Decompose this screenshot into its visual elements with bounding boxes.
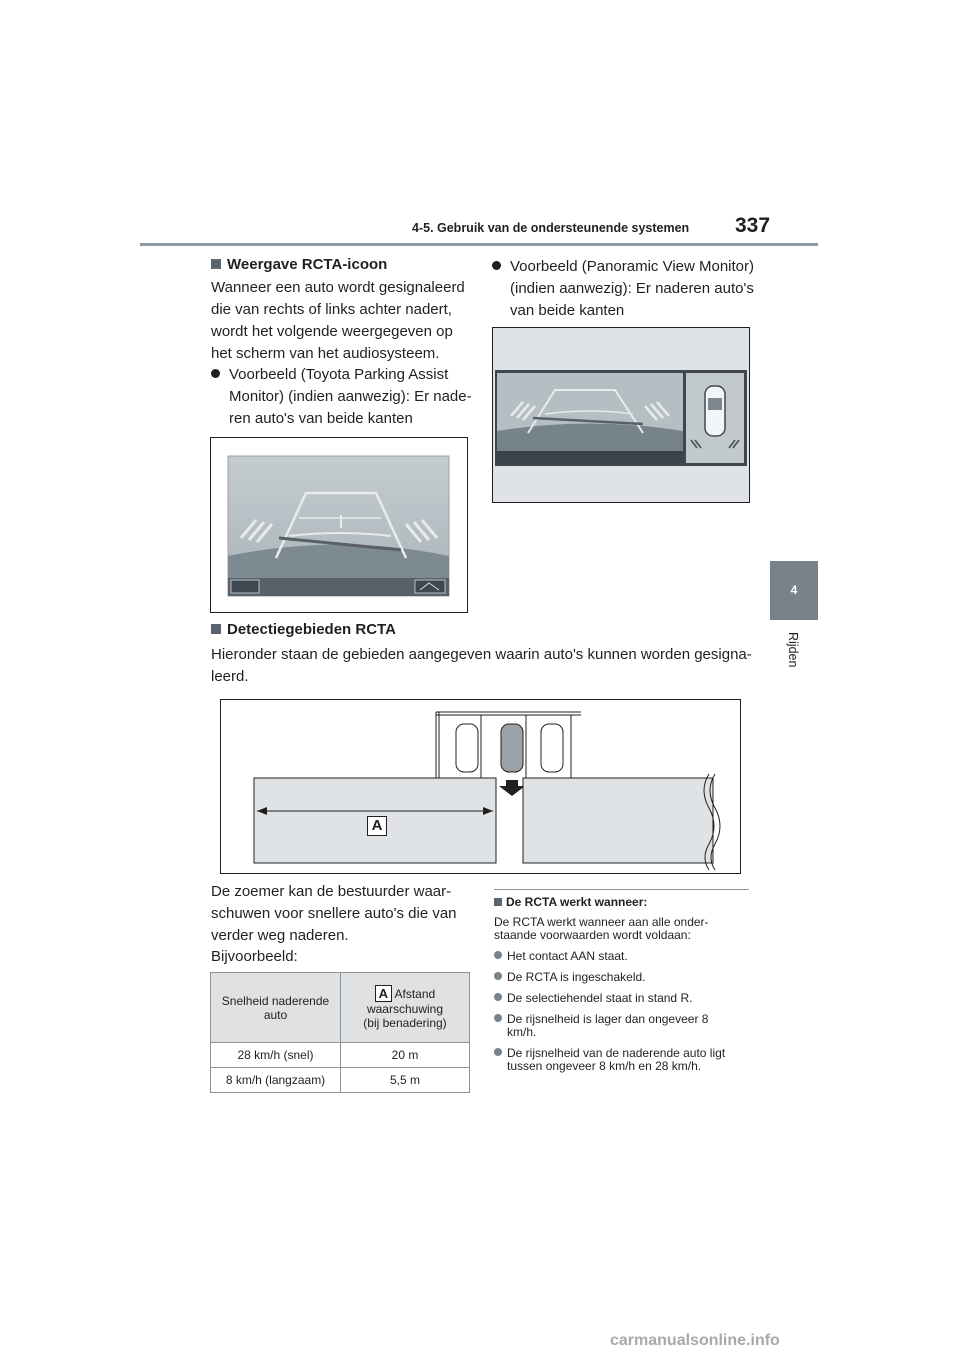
buzzer-text: De zoemer kan de bestuurder waar- schuwen voor snellere auto's die van verder weg naderen. <box>211 883 457 944</box>
detection-heading: Detectiegebieden RCTA <box>211 621 396 638</box>
example1-text: Voorbeeld (Toyota Parking Assist Monitor) (indien aanwezig): Er nade- ren auto's van beide kanten <box>211 364 476 430</box>
chapter-tab[interactable]: 4 <box>770 561 818 620</box>
table-header-distance: A Afstand waarschuwing (bij benadering) <box>341 973 470 1043</box>
speed-distance-table <box>210 972 470 1093</box>
bullet-icon <box>492 261 501 270</box>
parking-assist-screen-figure <box>210 437 468 613</box>
chapter-label: Rijden <box>786 632 800 668</box>
page-number: 337 <box>735 214 771 237</box>
rear-camera-screen-icon <box>211 438 467 612</box>
bullet-icon <box>494 993 502 1001</box>
note-rule <box>494 889 749 890</box>
table-row: 8 km/h (langzaam) 5,5 m <box>211 1068 470 1093</box>
watermark: carmanualsonline.info <box>610 1332 780 1349</box>
icon-section-heading: Weergave RCTA-icoon <box>211 256 387 273</box>
section-title: 4-5. Gebruik van de ondersteunende systemen <box>412 221 690 235</box>
area-label-a: A <box>375 985 392 1002</box>
panoramic-view-screen-figure <box>492 327 750 503</box>
detection-area-diagram <box>220 699 741 874</box>
bullet-icon <box>494 1014 502 1022</box>
bullet-icon <box>494 951 502 959</box>
example2-text: Voorbeeld (Panoramic View Monitor) (indien aanwezig): Er naderen auto's van beide kanten <box>492 256 762 322</box>
header-rule <box>140 243 818 246</box>
bullet-icon <box>494 1048 502 1056</box>
bullet-icon <box>494 972 502 980</box>
panoramic-screen-icon <box>493 328 749 502</box>
detection-intro: Hieronder staan de gebieden aangegeven waarin auto's kunnen worden gesigna- leerd. <box>211 646 752 685</box>
area-label-a: A <box>367 816 387 836</box>
bullet-icon <box>211 369 220 378</box>
example-label: Bijvoorbeeld: <box>211 948 298 965</box>
square-bullet-icon <box>211 624 221 634</box>
note-box: De RCTA werkt wanneer: De RCTA werkt wanneer aan alle onder- staande voorwaarden wordt voldaan: Het contact AAN staat. De RCTA is ingeschakeld. De selectiehendel staat in stand R. De rijsnelheid is lager dan ongeveer 8 km/h. De rijsnelheid van de naderende auto ligt tussen ongeveer 8 km/h en 28 km/h. <box>494 895 726 1073</box>
square-bullet-icon <box>211 259 221 269</box>
table-row: 28 km/h (snel) 20 m <box>211 1043 470 1068</box>
square-bullet-icon <box>494 898 502 906</box>
icon-section-intro: Wanneer een auto wordt gesignaleerd die van rechts of links achter nadert, wordt het volgende weergegeven op het scherm van het audiosysteem. <box>211 279 465 362</box>
table-header-speed: Snelheid naderende auto <box>211 973 341 1043</box>
parking-diagram-icon <box>221 700 740 873</box>
